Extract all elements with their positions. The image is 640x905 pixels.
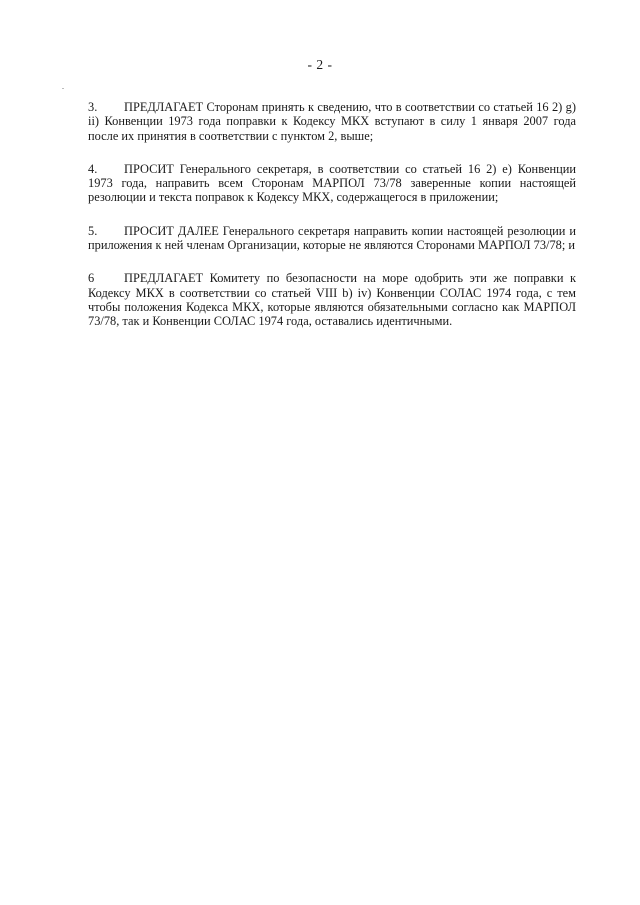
paragraph-number: 5. [88,223,98,238]
document-body [88,100,576,329]
scan-speck [62,88,64,89]
paragraph-6 [88,271,576,328]
paragraph-5 [88,224,576,253]
paragraph-text: ПРЕДЛАГАЕТ Сторонам принять к сведению, что в соответствии со статьей 16 2) g) ii) Конвенции 1973 года поправки к Кодексу МКХ вступают в силу 1 января 2007 года после их принятия в соответствии с пунктом 2, выше; [88,100,576,143]
paragraph-number: 6 [88,271,95,286]
page-number: - 2 - [307,57,333,72]
paragraph-text: ПРОСИТ ДАЛЕЕ Генерального секретаря направить копии настоящей резолюции и приложения к ней членам Организации, которые не являются Сторонами МАРПОЛ 73/78; и [88,223,576,253]
paragraph-number: 4. [88,161,98,176]
paragraph-4 [88,162,576,205]
paragraph-text: ПРОСИТ Генерального секретаря, в соответствии со статьей 16 2) e) Конвенции 1973 года, направить всем Сторонам МАРПОЛ 73/78 заверенные копии настоящей резолюции и текста поправок к Кодексу МКХ, содержащегося в приложении; [88,161,576,205]
paragraph-3 [88,100,576,143]
paragraph-text: ПРЕДЛАГАЕТ Комитету по безопасности на море одобрить эти же поправки к Кодексу МКХ в соответствии со статьей VIII b) iv) Конвенции СОЛАС 1974 года, с тем чтобы положения Кодекса МКХ, которые являются обязательными согласно как МАРПОЛ 73/78, так и Конвенции СОЛАС 1974 года, оставались идентичными. [88,271,576,329]
paragraph-number: 3. [88,100,98,114]
